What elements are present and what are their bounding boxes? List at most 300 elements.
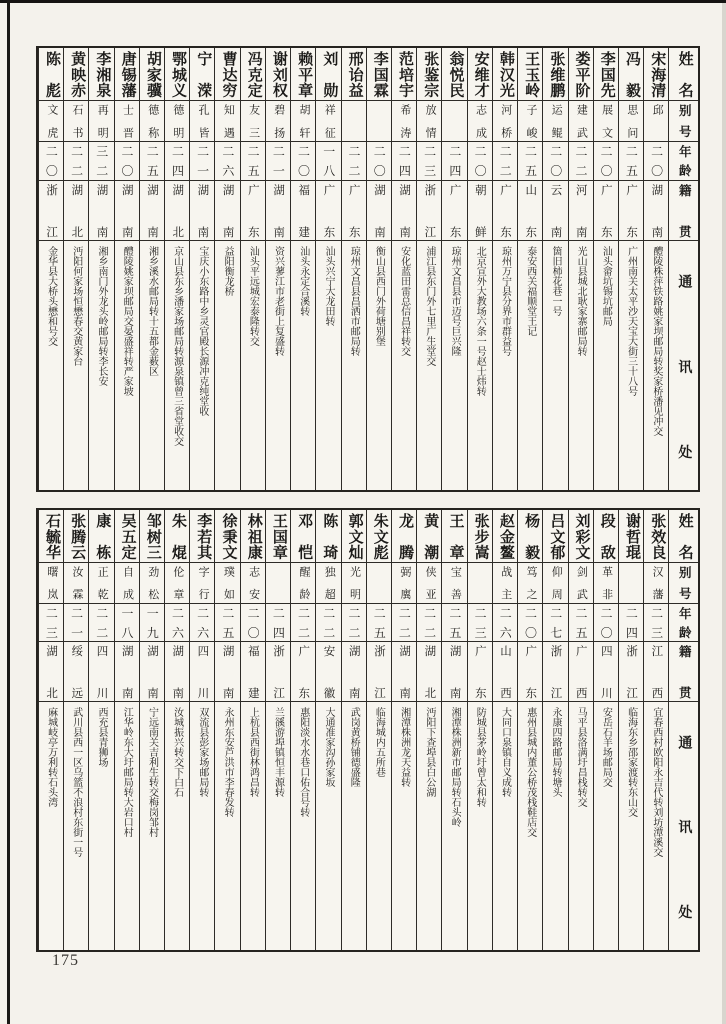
cell-alias-text: 知遇 bbox=[222, 104, 235, 139]
column-header-text: 年龄 bbox=[677, 606, 692, 638]
cell-age-text: 二二 bbox=[296, 606, 311, 638]
cell-name-text: 范培宇 bbox=[397, 51, 413, 98]
cell-alias bbox=[619, 563, 643, 603]
cell-address-text: 惠州县城内董公桥茂栈鞋店交 bbox=[524, 707, 536, 838]
cell-address bbox=[342, 241, 366, 490]
cell-address-text: 大通准家沟孙家坂 bbox=[322, 707, 334, 788]
cell-address bbox=[215, 241, 239, 490]
cell-address bbox=[316, 241, 340, 490]
cell-origin-text: 云南 bbox=[549, 183, 562, 238]
cell-origin bbox=[266, 642, 290, 702]
cell-origin bbox=[39, 642, 63, 702]
cell-age-text: 二〇 bbox=[599, 606, 614, 638]
cell-name bbox=[140, 48, 164, 101]
cell-age bbox=[316, 604, 340, 642]
cell-age-text: 二二 bbox=[422, 606, 437, 638]
cell-origin-text: 朝鲜 bbox=[473, 183, 486, 238]
cell-age-text: 二三 bbox=[44, 606, 59, 638]
cell-alias bbox=[165, 563, 189, 603]
cell-age-text: 二五 bbox=[145, 145, 160, 177]
cell-name-text: 张腾云 bbox=[69, 513, 86, 560]
cell-address bbox=[543, 702, 567, 950]
column-header bbox=[669, 142, 698, 180]
cell-alias-text: 字行 bbox=[197, 566, 210, 600]
cell-age-text: 二五 bbox=[246, 145, 261, 177]
cell-origin-text: 浙江 bbox=[272, 644, 285, 699]
cell-origin-text: 湖南 bbox=[120, 183, 133, 238]
cell-origin-text: 安徽 bbox=[322, 644, 335, 699]
cell-age-text: 二五 bbox=[523, 145, 538, 177]
cell-address bbox=[493, 241, 517, 490]
cell-address bbox=[140, 241, 164, 490]
person-entry bbox=[189, 510, 214, 950]
cell-name-text: 曹达穷 bbox=[220, 51, 237, 98]
cell-age bbox=[165, 604, 189, 642]
cell-age-text: 二六 bbox=[220, 145, 235, 177]
column-header bbox=[669, 642, 698, 702]
cell-address-text: 双流县彭家场邮局转 bbox=[196, 707, 208, 798]
cell-age bbox=[569, 142, 593, 180]
cell-address bbox=[241, 241, 265, 490]
cell-origin-text: 湖南 bbox=[272, 183, 285, 238]
cell-age-text: 二一 bbox=[271, 145, 286, 177]
cell-alias-text: 祥征 bbox=[323, 104, 336, 139]
cell-name-text: 娄平阶 bbox=[573, 51, 590, 98]
cell-age-text: 二五 bbox=[624, 145, 639, 177]
cell-address bbox=[594, 702, 618, 950]
cell-age-text: 二七 bbox=[548, 606, 563, 638]
column-header bbox=[669, 604, 698, 642]
cell-alias bbox=[493, 563, 517, 603]
cell-name bbox=[619, 510, 643, 563]
cell-name bbox=[468, 48, 492, 101]
cell-origin bbox=[291, 642, 315, 702]
cell-age bbox=[594, 142, 618, 180]
cell-origin bbox=[140, 642, 164, 702]
cell-origin bbox=[468, 181, 492, 242]
cell-name bbox=[493, 48, 517, 101]
cell-origin bbox=[619, 181, 643, 242]
cell-name bbox=[468, 510, 492, 563]
person-entry bbox=[88, 510, 113, 950]
cell-age-text: 二〇 bbox=[548, 145, 563, 177]
cell-age bbox=[115, 604, 139, 642]
cell-origin bbox=[316, 181, 340, 242]
cell-origin-text: 四川 bbox=[599, 644, 612, 699]
cell-age-text: 二一 bbox=[195, 145, 210, 177]
cell-alias-text: 碧扬 bbox=[272, 104, 285, 139]
cell-address bbox=[619, 702, 643, 950]
cell-origin-text: 山西 bbox=[499, 644, 512, 699]
cell-age-text: 二三 bbox=[649, 606, 664, 638]
person-entry bbox=[164, 510, 189, 950]
cell-age bbox=[442, 604, 466, 642]
cell-origin-text: 福建 bbox=[246, 644, 259, 699]
cell-age-text: 二五 bbox=[447, 606, 462, 638]
cell-alias bbox=[619, 101, 643, 142]
person-entry bbox=[88, 48, 113, 490]
cell-name-text: 朱焜 bbox=[170, 513, 187, 560]
cell-name bbox=[316, 48, 340, 101]
cell-alias-text: 建武 bbox=[575, 104, 588, 139]
cell-address-text: 沔阳下查埠县白公湖 bbox=[423, 707, 435, 798]
cell-address-text: 兰豀游埠镇恒丰源转 bbox=[272, 707, 284, 798]
cell-age-text: 二二 bbox=[94, 606, 109, 638]
cell-alias-text: 士晋 bbox=[121, 104, 134, 139]
cell-alias bbox=[316, 563, 340, 603]
cell-alias-text: 璞如 bbox=[222, 566, 235, 600]
person-entry bbox=[315, 510, 340, 950]
cell-alias-text: 胡轩 bbox=[298, 104, 311, 139]
cell-age bbox=[316, 142, 340, 180]
column-header-text: 籍贯 bbox=[677, 644, 692, 699]
cell-age-text: 二五 bbox=[573, 606, 588, 638]
cell-address-text: 宝庆小东路中乡灵官殿长源冲克纯堂收 bbox=[196, 246, 208, 417]
cell-alias-text: 正乾 bbox=[96, 566, 109, 600]
cell-address-text: 醴陵姚家坝邮局交晏盛祥转严家坡 bbox=[121, 246, 133, 397]
cell-origin-text: 湖北 bbox=[423, 644, 436, 699]
column-header-text: 姓名 bbox=[676, 51, 693, 98]
person-entry bbox=[492, 48, 517, 490]
cell-age bbox=[190, 604, 214, 642]
cell-alias bbox=[342, 563, 366, 603]
cell-name bbox=[215, 48, 239, 101]
cell-alias-text: 运鲲 bbox=[550, 104, 563, 139]
person-entry bbox=[214, 48, 239, 490]
cell-alias bbox=[468, 101, 492, 142]
cell-name-text: 张步嵩 bbox=[472, 513, 489, 560]
person-entry bbox=[618, 510, 643, 950]
scan-artifact-left bbox=[7, 0, 10, 1024]
cell-age-text: 二四 bbox=[271, 606, 286, 638]
cell-name bbox=[543, 48, 567, 101]
cell-age-text: 二一 bbox=[69, 606, 84, 638]
cell-name bbox=[165, 510, 189, 563]
cell-address-text: 武川县西一区乌篮不浪村东街一号 bbox=[70, 707, 82, 858]
cell-name-text: 谢哲琨 bbox=[623, 513, 640, 560]
cell-origin-text: 湖南 bbox=[398, 183, 411, 238]
cell-alias bbox=[190, 101, 214, 142]
cell-origin bbox=[392, 181, 416, 242]
cell-alias-text: 再明 bbox=[96, 104, 109, 139]
cell-age bbox=[543, 604, 567, 642]
cell-address-text: 安化蓝田雷总信昌祥转交 bbox=[398, 246, 410, 357]
cell-alias bbox=[644, 101, 668, 142]
cell-address bbox=[644, 702, 668, 950]
header-column bbox=[668, 510, 698, 950]
column-header bbox=[669, 101, 698, 142]
person-entry bbox=[290, 48, 315, 490]
cell-address-text: 湘潭株洲龙天益转 bbox=[398, 707, 410, 788]
cell-origin bbox=[190, 642, 214, 702]
cell-name-text: 林祖康 bbox=[245, 513, 262, 560]
column-header bbox=[669, 563, 698, 603]
cell-alias-text: 战主 bbox=[499, 566, 512, 600]
cell-name-text: 邢诒益 bbox=[346, 51, 363, 98]
cell-name bbox=[190, 510, 214, 563]
cell-origin-text: 湖南 bbox=[120, 644, 133, 699]
cell-alias bbox=[316, 101, 340, 142]
directory-table-section bbox=[36, 508, 700, 952]
cell-origin bbox=[518, 181, 542, 242]
person-entry bbox=[391, 48, 416, 490]
cell-origin bbox=[594, 642, 618, 702]
cell-origin-text: 广西 bbox=[574, 644, 587, 699]
person-entry bbox=[467, 510, 492, 950]
cell-address-text: 马平县洛满圩昌栈转交 bbox=[575, 707, 587, 808]
cell-address bbox=[165, 241, 189, 490]
cell-name bbox=[266, 48, 290, 101]
cell-origin-text: 江西 bbox=[650, 644, 663, 699]
cell-age-text: 二〇 bbox=[523, 606, 538, 638]
cell-alias-text: 文虎 bbox=[45, 104, 58, 139]
cell-age-text: 二二 bbox=[346, 606, 361, 638]
cell-address bbox=[190, 241, 214, 490]
cell-origin-text: 福建 bbox=[297, 183, 310, 238]
cell-name-text: 刘勋 bbox=[321, 51, 338, 98]
cell-origin bbox=[165, 181, 189, 242]
cell-name bbox=[417, 510, 441, 563]
cell-name-text: 陈琦 bbox=[321, 513, 338, 560]
cell-alias bbox=[190, 563, 214, 603]
cell-age-text: 二六 bbox=[170, 606, 185, 638]
cell-address-text: 汕头畲坑锡坑邮局 bbox=[600, 246, 612, 327]
cell-alias bbox=[140, 101, 164, 142]
cell-address bbox=[39, 241, 63, 490]
cell-address-text: 琼州文昌县市迈号巨兴隆 bbox=[449, 246, 461, 357]
cell-alias bbox=[468, 563, 492, 603]
cell-age-text: 二五 bbox=[220, 606, 235, 638]
cell-origin bbox=[291, 181, 315, 242]
cell-alias bbox=[367, 101, 391, 142]
cell-origin bbox=[442, 181, 466, 242]
cell-alias bbox=[165, 101, 189, 142]
cell-origin-text: 广东 bbox=[473, 644, 486, 699]
cell-name-text: 李国霖 bbox=[371, 51, 388, 98]
cell-alias-text: 曙岚 bbox=[45, 566, 58, 600]
cell-origin-text: 湖北 bbox=[70, 183, 83, 238]
cell-age bbox=[644, 604, 668, 642]
cell-age-text: 二四 bbox=[447, 145, 462, 177]
cell-name bbox=[190, 48, 214, 101]
column-header-text: 姓名 bbox=[676, 513, 693, 560]
cell-alias-text: 德明 bbox=[171, 104, 184, 139]
cell-address-text: 临海城内五所巷 bbox=[373, 707, 385, 778]
cell-origin bbox=[241, 181, 265, 242]
cell-alias bbox=[543, 101, 567, 142]
cell-age bbox=[89, 604, 113, 642]
cell-name bbox=[140, 510, 164, 563]
cell-address bbox=[417, 702, 441, 950]
cell-address bbox=[291, 241, 315, 490]
cell-alias bbox=[367, 563, 391, 603]
cell-address-text: 西充县青狮场 bbox=[96, 707, 107, 768]
cell-name bbox=[543, 510, 567, 563]
cell-origin bbox=[569, 642, 593, 702]
cell-name bbox=[89, 510, 113, 563]
cell-age bbox=[64, 604, 88, 642]
cell-name-text: 胡家骥 bbox=[144, 51, 161, 98]
cell-age-text: 二二 bbox=[69, 145, 84, 177]
person-entry bbox=[593, 510, 618, 950]
cell-address-text: 浦江县东门外七里广生堂交 bbox=[423, 246, 435, 367]
cell-address bbox=[518, 702, 542, 950]
cell-age-text: 二〇 bbox=[44, 145, 59, 177]
cell-name bbox=[342, 510, 366, 563]
cell-name-text: 杨毅 bbox=[523, 513, 540, 560]
cell-alias-text: 光明 bbox=[348, 566, 361, 600]
cell-name-text: 吴五定 bbox=[119, 513, 136, 560]
cell-origin-text: 湖北 bbox=[45, 644, 58, 699]
cell-origin bbox=[115, 181, 139, 242]
cell-alias bbox=[89, 101, 113, 142]
person-entry bbox=[441, 48, 466, 490]
cell-origin bbox=[115, 642, 139, 702]
cell-origin bbox=[64, 642, 88, 702]
cell-address bbox=[190, 702, 214, 950]
cell-origin bbox=[342, 181, 366, 242]
cell-alias-text: 放情 bbox=[424, 104, 437, 139]
scan-artifact-right bbox=[722, 0, 726, 1024]
cell-address-text: 湘乡溪水邮局转十五都金薮区 bbox=[146, 246, 158, 377]
cell-name bbox=[518, 510, 542, 563]
cell-origin bbox=[165, 642, 189, 702]
cell-age-text: 二四 bbox=[170, 145, 185, 177]
cell-address bbox=[367, 241, 391, 490]
cell-age bbox=[518, 142, 542, 180]
cell-address-text: 京山县东乡潘家场邮局转源泉镇曾三省堂收交 bbox=[171, 246, 183, 447]
column-header bbox=[669, 241, 698, 490]
person-entry bbox=[366, 510, 391, 950]
cell-name-text: 鄂城义 bbox=[170, 51, 187, 98]
person-entry bbox=[63, 510, 88, 950]
cell-alias bbox=[543, 563, 567, 603]
cell-name-text: 翁悦民 bbox=[447, 51, 464, 98]
cell-name-text: 王国章 bbox=[270, 513, 287, 560]
cell-address bbox=[291, 702, 315, 950]
cell-age bbox=[493, 604, 517, 642]
cell-age bbox=[140, 142, 164, 180]
cell-address-text: 光山县城北耿家寨邮局转 bbox=[575, 246, 587, 357]
person-entry bbox=[517, 510, 542, 950]
cell-address bbox=[417, 241, 441, 490]
cell-origin bbox=[64, 181, 88, 242]
cell-alias-text: 子峻 bbox=[524, 104, 537, 139]
person-entry bbox=[189, 48, 214, 490]
cell-name-text: 宁溁 bbox=[195, 51, 212, 98]
cell-alias bbox=[215, 563, 239, 603]
cell-origin-text: 湖南 bbox=[347, 644, 360, 699]
cell-address-text: 大同口泉镇自义成转 bbox=[499, 707, 511, 798]
cell-address bbox=[619, 241, 643, 490]
cell-address bbox=[316, 702, 340, 950]
cell-age-text: 一九 bbox=[145, 606, 160, 638]
cell-origin bbox=[569, 181, 593, 242]
person-entry bbox=[492, 510, 517, 950]
cell-address bbox=[468, 702, 492, 950]
cell-name bbox=[442, 510, 466, 563]
cell-origin-text: 湖南 bbox=[372, 183, 385, 238]
cell-address-text: 广州南关太平沙天宝大街三十八号 bbox=[625, 246, 637, 397]
column-header-text: 籍贯 bbox=[677, 183, 692, 238]
cell-alias-text: 孔皆 bbox=[197, 104, 210, 139]
cell-address bbox=[266, 702, 290, 950]
directory-table-section bbox=[36, 46, 700, 492]
cell-name-text: 邓恺 bbox=[296, 513, 313, 560]
cell-origin bbox=[594, 181, 618, 242]
cell-alias bbox=[442, 101, 466, 142]
person-entry bbox=[139, 48, 164, 490]
cell-origin bbox=[215, 181, 239, 242]
cell-name-text: 王章 bbox=[447, 513, 464, 560]
cell-name bbox=[442, 48, 466, 101]
cell-origin bbox=[543, 181, 567, 242]
cell-age bbox=[190, 142, 214, 180]
cell-address-text: 永康四路邮局转塘头 bbox=[549, 707, 561, 798]
cell-address-text: 北京宣外大教场六条一号赵士炜转 bbox=[474, 246, 486, 397]
cell-alias bbox=[417, 101, 441, 142]
cell-age bbox=[392, 604, 416, 642]
cell-address-text: 资兴蓼江市老街上复盛转 bbox=[272, 246, 284, 357]
cell-age bbox=[266, 604, 290, 642]
cell-address bbox=[342, 702, 366, 950]
cell-origin bbox=[266, 181, 290, 242]
person-entry bbox=[618, 48, 643, 490]
cell-origin bbox=[644, 642, 668, 702]
cell-name bbox=[644, 510, 668, 563]
cell-alias bbox=[442, 563, 466, 603]
cell-origin-text: 广东 bbox=[499, 183, 512, 238]
cell-name-text: 赵金鳌 bbox=[497, 513, 514, 560]
cell-name-text: 李若其 bbox=[195, 513, 212, 560]
cell-address bbox=[644, 241, 668, 490]
cell-age bbox=[342, 142, 366, 180]
cell-address bbox=[140, 702, 164, 950]
cell-name bbox=[644, 48, 668, 101]
person-entry bbox=[63, 48, 88, 490]
cell-age-text: 二二 bbox=[346, 145, 361, 177]
cell-name bbox=[594, 48, 618, 101]
cell-origin bbox=[417, 642, 441, 702]
cell-age-text: 一八 bbox=[120, 606, 135, 638]
cell-age bbox=[291, 142, 315, 180]
cell-alias bbox=[115, 563, 139, 603]
cell-name-text: 段敌 bbox=[598, 513, 615, 560]
person-entry bbox=[517, 48, 542, 490]
person-entry bbox=[240, 510, 265, 950]
cell-origin-text: 广东 bbox=[322, 183, 335, 238]
cell-origin bbox=[342, 642, 366, 702]
cell-age bbox=[367, 142, 391, 180]
cell-alias bbox=[291, 101, 315, 142]
cell-alias-text: 思问 bbox=[625, 104, 638, 139]
cell-name bbox=[594, 510, 618, 563]
cell-address bbox=[64, 241, 88, 490]
person-entry bbox=[593, 48, 618, 490]
column-header bbox=[669, 48, 698, 101]
header-column bbox=[668, 48, 698, 490]
cell-name bbox=[518, 48, 542, 101]
cell-alias bbox=[215, 101, 239, 142]
person-entry bbox=[467, 48, 492, 490]
cell-origin-text: 湖南 bbox=[221, 644, 234, 699]
person-entry bbox=[542, 510, 567, 950]
column-header-text: 通讯处 bbox=[676, 735, 692, 919]
cell-age-text: 三二 bbox=[94, 145, 109, 177]
cell-address-text: 金华县大桥头懋和号交 bbox=[45, 246, 57, 347]
cell-alias bbox=[39, 101, 63, 142]
cell-alias-text: 志成 bbox=[474, 104, 487, 139]
